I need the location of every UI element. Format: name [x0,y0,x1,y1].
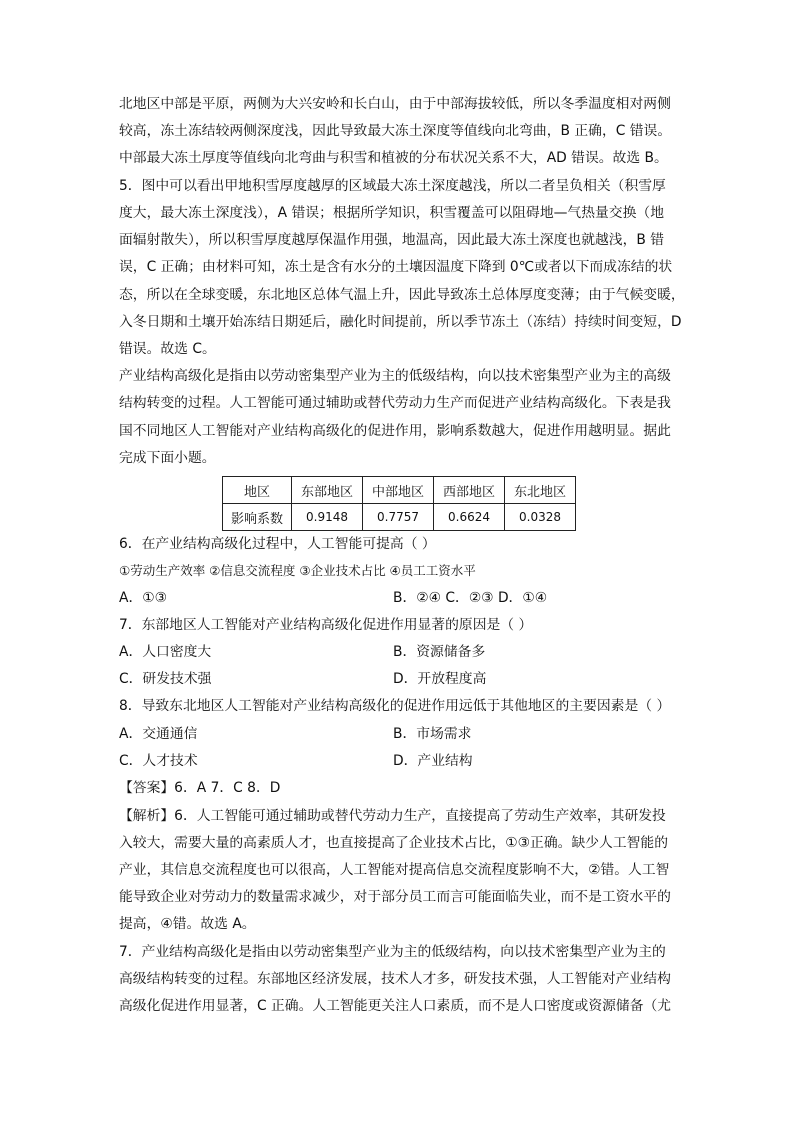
text-line: 入冬日期和土壤开始冻结日期延后，融化时间提前，所以季节冻土（冻结）持续时间变短，D [119,314,682,330]
analysis-line: 7．产业结构高级化是指由以劳动密集型产业为主的低级结构，向以技术密集型产业为主的 [119,944,666,960]
option-a: A．交通通信 [119,726,198,742]
text-line: 产业结构高级化是指由以劳动密集型产业为主的低级结构，向以技术密集型产业为主的高级 [119,368,671,384]
table-cell: 东北地区 [505,477,576,504]
table-cell: 0.0328 [505,504,576,531]
text-line: 态，所以在全球变暖，东北地区总体气温上升，因此导致冻土总体厚度变薄；由于气候变暖， [119,287,685,303]
analysis-line: 【解析】6．人工智能可通过辅助或替代劳动力生产，直接提高了劳动生产效率，其研发投 [119,808,666,824]
analysis-line: 产业，其信息交流程度也可以很高，人工智能对提高信息交流程度影响不大，②错。人工智 [119,862,670,878]
table-cell: 地区 [223,477,292,504]
option-a: A．①③ [119,590,167,606]
text-line: 误，C 正确；由材料可知，冻土是含有水分的土壤因温度下降到 0℃或者以下而成冻结的状 [119,259,673,275]
table-cell: 影响系数 [223,504,292,531]
analysis-line: 提高，④错。故选 A。 [119,916,256,932]
text-line: 度大，最大冻土深度浅），A 错误；根据所学知识，积雪覆盖可以阻碍地—气热量交换（地 [119,205,664,221]
option-a: A．人口密度大 [119,644,212,660]
options-bcd: B．②④ C．②③ D．①④ [393,590,548,606]
question-7-options-ab [119,642,689,664]
option-d: D．开放程度高 [393,671,487,687]
question-7-options-cd [119,669,689,691]
option-d: D．产业结构 [393,753,473,769]
analysis-line: 高级结构转变的过程。东部地区经济发展，技术人才多，研发技术强，人工智能对产业结构 [119,971,671,987]
table-cell: 中部地区 [363,477,434,504]
question-6-items: ①劳动生产效率 ②信息交流程度 ③企业技术占比 ④员工工资水平 [119,563,476,578]
text-line: 国不同地区人工智能对产业结构高级化的促进作用，影响系数越大，促进作用越明显。据此 [119,423,671,439]
table-cell: 东部地区 [292,477,363,504]
question-6-stem: 6．在产业结构高级化过程中，人工智能可提高（ ） [119,536,436,552]
text-line: 5．图中可以看出甲地积雪厚度越厚的区域最大冻土深度越浅，所以二者呈负相关（积雪厚 [119,178,666,194]
question-8-stem: 8．导致东北地区人工智能对产业结构高级化的促进作用远低于其他地区的主要因素是（ ） [119,698,671,714]
option-c: C．研发技术强 [119,671,212,687]
table-row [223,504,576,531]
question-8-options-ab [119,724,689,746]
table-cell: 西部地区 [434,477,505,504]
text-line: 北地区中部是平原，两侧为大兴安岭和长白山，由于中部海拔较低，所以冬季温度相对两侧 [119,96,671,112]
text-line: 错误。故选 C。 [119,341,216,357]
question-8-options-cd [119,751,689,773]
analysis-line: 高级化促进作用显著，C 正确。人工智能更关注人口素质，而不是人口密度或资源储备（尤 [119,998,672,1014]
analysis-line: 能导致企业对劳动力的数量需求减少，对于部分员工而言可能面临失业，而不是工资水平的 [119,889,671,905]
option-b: B．市场需求 [393,726,472,742]
text-line: 中部最大冻土厚度等值线向北弯曲与积雪和植被的分布状况关系不大，AD 错误。故选 B。 [119,150,668,166]
table-cell: 0.7757 [363,504,434,531]
text-line: 完成下面小题。 [119,450,216,466]
question-7-stem: 7．东部地区人工智能对产业结构高级化促进作用显著的原因是（ ） [119,617,533,633]
impact-coefficient-table [222,476,576,531]
table-cell: 0.6624 [434,504,505,531]
text-line: 结构转变的过程。人工智能可通过辅助或替代劳动力生产而促进产业结构高级化。下表是我 [119,395,671,411]
table-cell: 0.9148 [292,504,363,531]
text-line: 面辐射散失），所以积雪厚度越厚保温作用强，地温高，因此最大冻土深度也就越浅，B 错 [119,232,665,248]
option-b: B．资源储备多 [393,644,486,660]
table-header-row [223,477,576,504]
text-line: 较高，冻土冻结较两侧深度浅，因此导致最大冻土深度等值线向北弯曲，B 正确，C 错误。 [119,123,672,139]
answer-line: 【答案】6．A 7．C 8．D [119,780,281,796]
option-c: C．人才技术 [119,753,198,769]
analysis-line: 入较大，需要大量的高素质人才，也直接提高了企业技术占比，①③正确。缺少人工智能的 [119,835,669,851]
question-6-options [119,588,689,610]
